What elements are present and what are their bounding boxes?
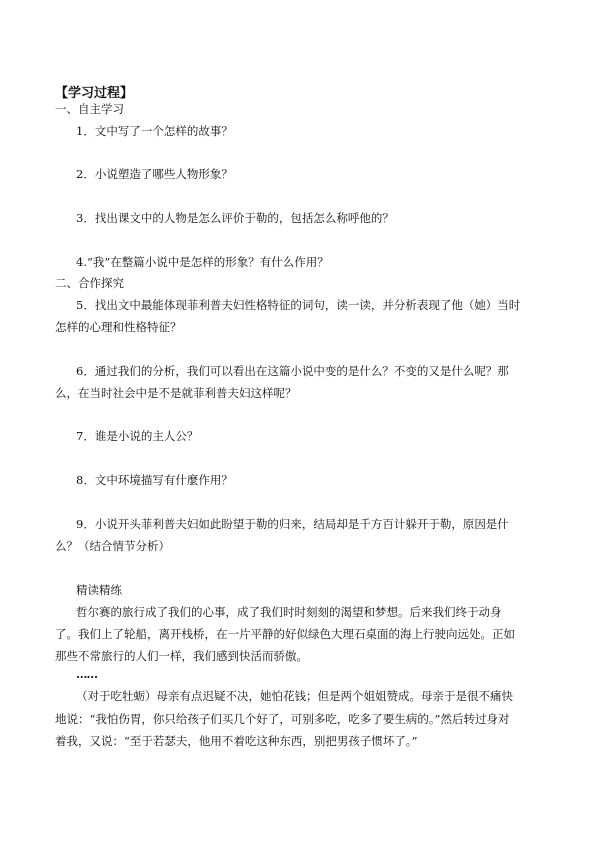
reading-para2-line1: （对于吃牡蛎）母亲有点迟疑不决，她怕花钱；但是两个姐姐赞成。母亲于是很不痛快: [76, 689, 513, 703]
ellipsis: ……: [76, 667, 97, 681]
question-9-line1: 9．小说开头菲利普夫妇如此盼望于勒的归来，结局却是千方百计躲开于勒，原因是什: [76, 517, 509, 531]
reading-heading: 精读精练: [76, 583, 122, 597]
question-1: 1．文中写了一个怎样的故事？: [76, 124, 233, 138]
part1-heading: 一、自主学习: [55, 102, 124, 116]
reading-para2-line2: 地说：“我怕伤胃，你只给孩子们买几个好了，可别多吃，吃多了要生病的。”然后转过身对: [55, 712, 510, 726]
reading-para2-line3: 着我，又说：“至于若瑟夫，他用不着吃这种东西，别把男孩子惯坏了。”: [55, 734, 418, 748]
question-9-line2: 么？（结合情节分析）: [55, 539, 170, 553]
question-5-line2: 怎样的心理和性格特征？: [55, 320, 182, 334]
question-3: 3．找出课文中的人物是怎么评价于勒的，包括怎么称呼他的？: [76, 211, 394, 225]
reading-para1-line2: 了。我们上了轮船，离开栈桥，在一片平静的好似绿色大理石桌面的海上行驶向远处。正如: [55, 627, 515, 641]
question-8: 8．文中环境描写有什麼作用？: [76, 473, 233, 487]
question-7: 7．谁是小说的主人公？: [76, 429, 199, 443]
reading-para1-line3: 那些不常旅行的人们一样，我们感到快活而骄傲。: [55, 649, 308, 663]
section-title: 【学习过程】: [55, 86, 134, 101]
question-6-line1: 6．通过我们的分析，我们可以看出在这篇小说中变的是什么？不变的又是什么呢？那: [76, 364, 509, 378]
reading-para1-line1: 哲尔赛的旅行成了我们的心事，成了我们时时刻刻的渴望和梦想。后来我们终于动身: [76, 605, 502, 619]
question-4: 4.“我”在整篇小说中是怎样的形象？有什么作用？: [76, 255, 329, 269]
question-2: 2．小说塑造了哪些人物形象？: [76, 167, 233, 181]
question-5-line1: 5．找出文中最能体现菲利普夫妇性格特征的词句，读一读，并分析表现了他（她）当时: [76, 298, 521, 312]
question-6-line2: 么，在当时社会中是不是就菲利普夫妇这样呢？: [55, 386, 297, 400]
part2-heading: 二、合作探究: [55, 276, 124, 290]
